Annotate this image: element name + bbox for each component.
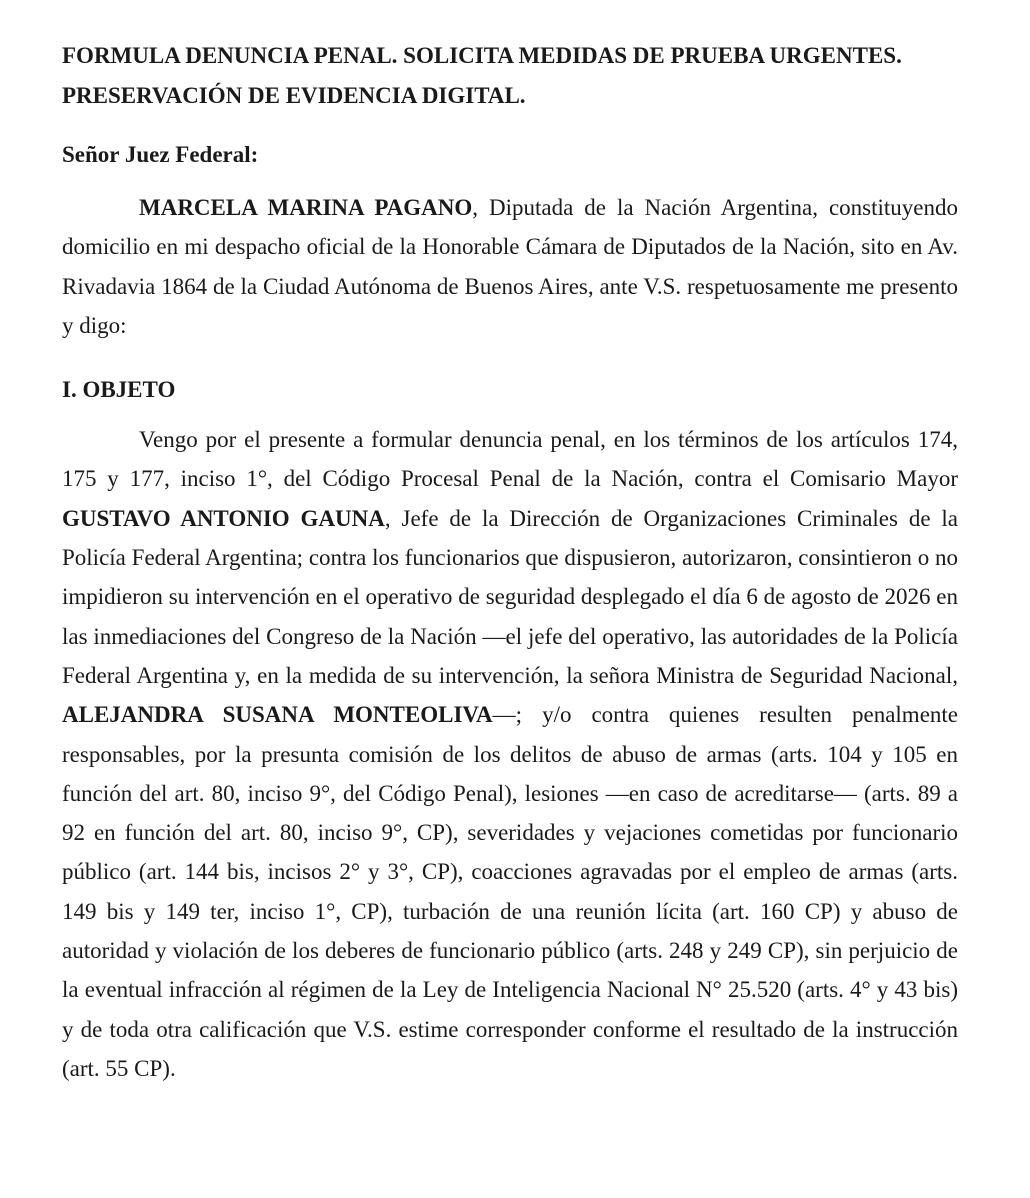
objeto-paragraph (62, 420, 958, 1088)
document-title: FORMULA DENUNCIA PENAL. SOLICITA MEDIDAS DE PRUEBA URGENTES. PRESERVACIÓN DE EVIDENCIA DIGITAL. (62, 43, 902, 108)
objeto-text-part2: , Jefe de la Dirección de Organizaciones Criminales de la Policía Federal Argentina; contra los funcionarios que dispusieron, autorizaron, consintieron o no impidieron su intervención en el operativo de seguridad desplegado el día 6 de agosto de 2026 en las inmediaciones del Congreso de la Nación —el jefe del operativo, las autoridades de la Policía Federal Argentina y, en la medida de su intervención, la señora Ministra de Seguridad Nacional, (62, 505, 958, 688)
intro-paragraph (62, 188, 958, 345)
addressee: Señor Juez Federal: (62, 142, 259, 167)
accused-name-gauna: GUSTAVO ANTONIO GAUNA (62, 505, 385, 531)
section-heading-objeto: I. OBJETO (62, 377, 176, 403)
intro-text: , Diputada de la Nación Argentina, constituyendo domicilio en mi despacho oficial de la Honorable Cámara de Diputados de la Nación, sito en Av. Rivadavia 1864 de la Ciudad Autónoma de Buenos Aires, ante V.S. respetuosamente me presento y digo: (62, 195, 958, 338)
objeto-text-part3: —; y/o contra quienes resulten penalmente responsables, por la presunta comisión de los delitos de abuso de armas (arts. 104 y 105 en función del art. 80, inciso 9°, del Código Penal), lesiones —en caso de acreditarse— (arts. 89 a 92 en función del art. 80, inciso 9°, CP), severidades y vejaciones cometidas por funcionario público (art. 144 bis, incisos 2° y 3°, CP), coacciones agravadas por el empleo de armas (arts. 149 bis y 149 ter, inciso 1°, CP), turbación de una reunión lícita (art. 160 CP) y abuso de autoridad y violación de los deberes de funcionario público (arts. 248 y 249 CP), sin perjuicio de la eventual infracción al régimen de la Ley de Inteligencia Nacional N° 25.520 (arts. 4° y 43 bis) y de toda otra calificación que V.S. estime corresponder conforme el resultado de la instrucción (art. 55 CP). (62, 702, 958, 1081)
document-page (62, 36, 958, 1088)
accused-name-monteoliva: ALEJANDRA SUSANA MONTEOLIVA (62, 702, 493, 728)
complainant-name: MARCELA MARINA PAGANO (139, 195, 473, 220)
objeto-text-part1: Vengo por el presente a formular denuncia penal, en los términos de los artículos 174, 175 y 177, inciso 1°, del Código Procesal Penal de la Nación, contra el Comisario Mayor (62, 427, 958, 492)
